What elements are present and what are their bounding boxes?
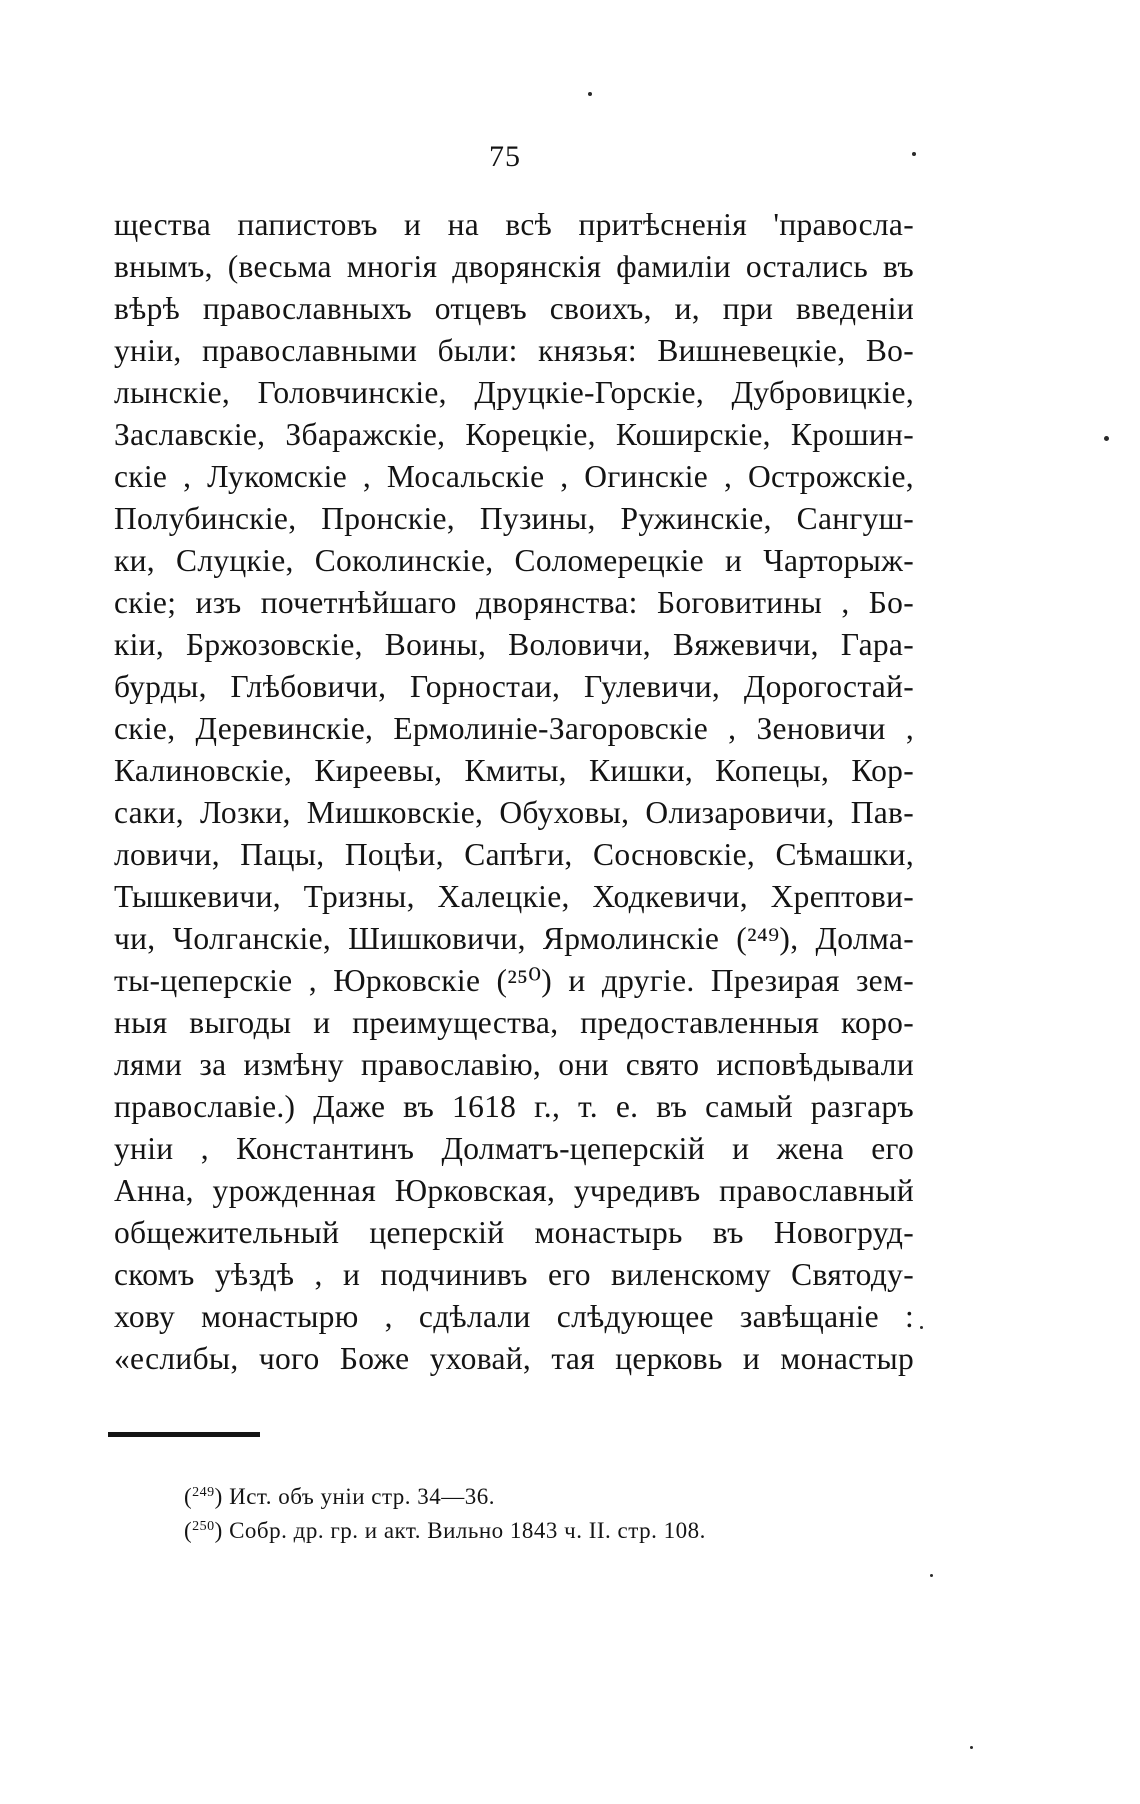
text-line: скомъ уѣздѣ , и подчинивъ его виленскому Святоду- [114,1257,914,1292]
text-line: скіе , Лукомскіе , Мосальскіе , Огинскіе , Острожскіе, [114,459,914,494]
text-line: Полубинскіе, Пронскіе, Пузины, Ружинскіе, Сангуш- [114,501,914,536]
text-line: ловичи, Пацы, Поцѣи, Сапѣги, Сосновскіе, Сѣмашки, [114,837,914,872]
text-line: внымъ, (весьма многія дворянскія фамиліи остались въ [114,249,914,284]
page-number: 75 [489,140,521,173]
text-line: бурды, Глѣбовичи, Горностаи, Гулевичи, Дорогостай- [114,669,914,704]
footnote-mark: 249 [192,1485,215,1500]
text-line: кіи, Бржозовскіе, Воины, Воловичи, Вяжевичи, Гара- [114,627,914,662]
text-line: щества папистовъ и на всѣ притѣсненія 'правосла- [114,207,914,242]
text-line: общежительный цеперскій монастырь въ Новогруд- [114,1215,914,1250]
footnote: ($^{250}$) Собр. др. гр. и акт. Вильно 1843 ч. II. стр. 108. [184,1518,706,1543]
text-line: ныя выгоды и преимущества, предоставленныя коро- [114,1005,914,1040]
scan-speck [920,1326,923,1329]
text-line: ки, Слуцкіе, Соколинскіе, Соломерецкіе и Чарторыж- [114,543,914,578]
text-line: вѣрѣ православныхъ отцевъ своихъ, и, при введеніи [114,291,914,326]
text-line: Тышкевичи, Тризны, Халецкіе, Ходкевичи, Хрептови- [114,879,914,914]
text-line: чи, Чолганскіе, Шишковичи, Ярмолинскіе (²⁴⁹), Долма- [114,921,914,956]
scan-speck [1104,436,1109,441]
text-line: уніи , Константинъ Долматъ-цеперскій и жена его [114,1131,914,1166]
footnote-text: Собр. др. гр. и акт. Вильно 1843 ч. II. стр. 108. [229,1518,706,1543]
text-line: саки, Лозки, Мишковскіе, Обуховы, Олизаровичи, Пав- [114,795,914,830]
text-line: Заславскіе, Збаражскіе, Корецкіе, Коширскіе, Крошин- [114,417,914,452]
footnote: ($^{249}$) Ист. объ уніи стр. 34—36. [184,1484,496,1509]
scan-speck [930,1574,933,1577]
text-line: скіе; изъ почетнѣйшаго дворянства: Боговитины , Бо- [114,585,914,620]
text-line: Анна, урожденная Юрковская, учредивъ православный [114,1173,914,1208]
text-line: православіе.) Даже въ 1618 г., т. е. въ самый разгаръ [114,1089,914,1124]
text-line: лями за измѣну православію, они свято исповѣдывали [114,1047,914,1082]
footnotes [184,1476,824,1544]
footnote-mark: 250 [192,1519,215,1534]
scan-speck [588,92,592,96]
footnote-text: Ист. объ уніи стр. 34—36. [229,1484,496,1509]
text-line: лынскіе, Головчинскіе, Друцкіе-Горскіе, Дубровицкіе, [114,375,914,410]
text-line: уніи, православными были: князья: Вишневецкіе, Во- [114,333,914,368]
text-line: ты-цеперскіе , Юрковскіе (²⁵⁰) и другіе. Презирая зем- [114,963,914,998]
scan-speck [970,1746,973,1749]
body-text [114,204,914,1380]
text-line: Калиновскіе, Киреевы, Кмиты, Кишки, Копецы, Кор- [114,753,914,788]
scan-speck [912,152,916,156]
footnote-divider [108,1432,260,1437]
text-line: хову монастырю , сдѣлали слѣдующее завѣщаніе : [114,1299,914,1334]
text-line: «еслибы, чого Боже уховай, тая церковь и монастыр [114,1341,914,1376]
text-line: скіе, Деревинскіе, Ермолиніе-Загоровскіе , Зеновичи , [114,711,914,746]
